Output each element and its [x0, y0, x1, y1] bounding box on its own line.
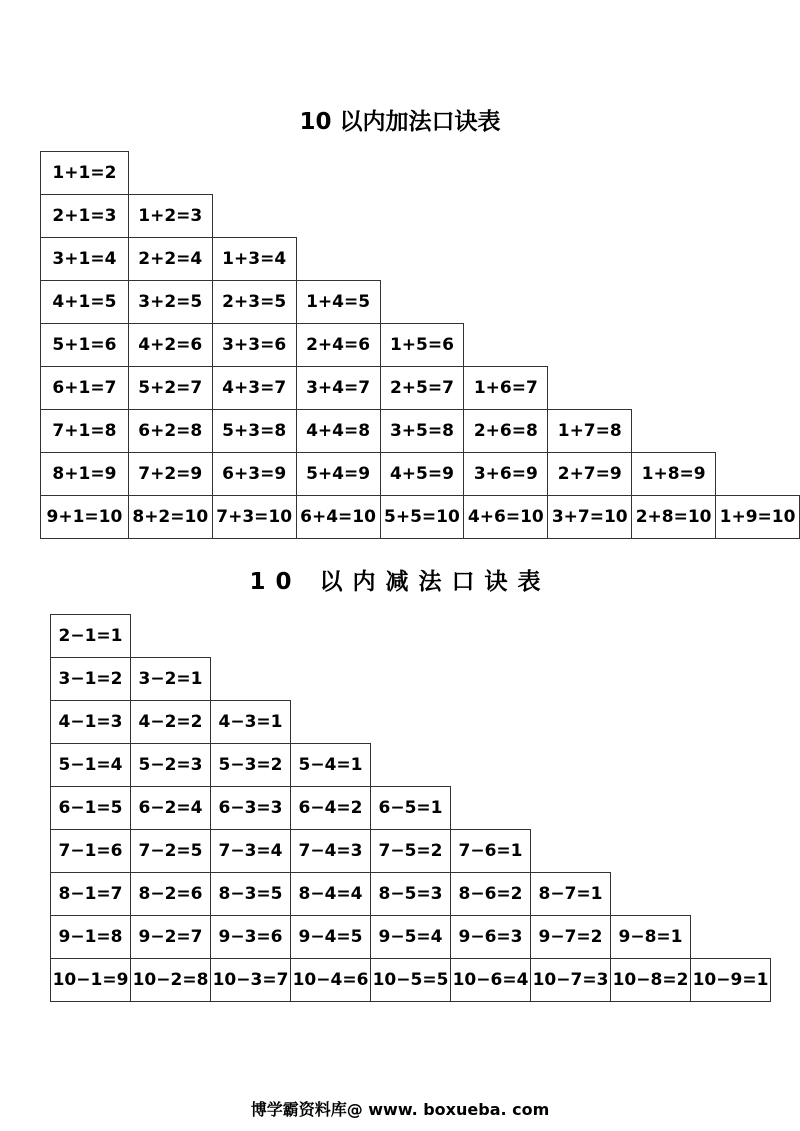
subtraction-row [51, 615, 771, 658]
addition-empty-cell [632, 195, 716, 238]
subtraction-cell: 8−3=5 [211, 873, 291, 916]
addition-empty-cell [212, 195, 296, 238]
subtraction-cell: 9−7=2 [531, 916, 611, 959]
subtraction-row [51, 701, 771, 744]
subtraction-cell: 2−1=1 [51, 615, 131, 658]
subtraction-row [51, 830, 771, 873]
subtraction-cell: 10−9=1 [691, 959, 771, 1002]
subtraction-cell: 5−1=4 [51, 744, 131, 787]
subtraction-cell: 7−2=5 [131, 830, 211, 873]
addition-cell: 2+4=6 [296, 324, 380, 367]
addition-row [41, 195, 800, 238]
subtraction-empty-cell [451, 658, 531, 701]
addition-empty-cell [464, 324, 548, 367]
subtraction-empty-cell [691, 701, 771, 744]
addition-empty-cell [632, 367, 716, 410]
subtraction-empty-cell [291, 701, 371, 744]
addition-cell: 3+1=4 [41, 238, 129, 281]
subtraction-row [51, 959, 771, 1002]
addition-cell: 8+2=10 [128, 496, 212, 539]
addition-cell: 4+2=6 [128, 324, 212, 367]
subtraction-empty-cell [611, 830, 691, 873]
addition-cell: 4+4=8 [296, 410, 380, 453]
addition-row [41, 410, 800, 453]
addition-empty-cell [548, 281, 632, 324]
subtraction-cell: 4−3=1 [211, 701, 291, 744]
subtraction-empty-cell [131, 615, 211, 658]
addition-empty-cell [296, 195, 380, 238]
subtraction-empty-cell [451, 615, 531, 658]
subtraction-cell: 10−1=9 [51, 959, 131, 1002]
addition-row [41, 238, 800, 281]
subtraction-cell: 8−1=7 [51, 873, 131, 916]
addition-empty-cell [716, 195, 800, 238]
addition-cell: 2+1=3 [41, 195, 129, 238]
subtraction-cell: 6−3=3 [211, 787, 291, 830]
addition-cell: 3+7=10 [548, 496, 632, 539]
addition-cell: 7+3=10 [212, 496, 296, 539]
subtraction-empty-cell [531, 830, 611, 873]
addition-cell: 2+3=5 [212, 281, 296, 324]
addition-row [41, 496, 800, 539]
subtraction-cell: 6−2=4 [131, 787, 211, 830]
subtraction-empty-cell [531, 615, 611, 658]
addition-cell: 9+1=10 [41, 496, 129, 539]
addition-cell: 1+6=7 [464, 367, 548, 410]
addition-cell: 3+6=9 [464, 453, 548, 496]
subtraction-empty-cell [611, 873, 691, 916]
addition-cell: 1+8=9 [632, 453, 716, 496]
subtraction-row [51, 787, 771, 830]
addition-cell: 4+3=7 [212, 367, 296, 410]
subtraction-empty-cell [691, 916, 771, 959]
subtraction-cell: 6−1=5 [51, 787, 131, 830]
addition-cell: 2+5=7 [380, 367, 464, 410]
subtraction-table-body [51, 615, 771, 1002]
addition-empty-cell [716, 152, 800, 195]
subtraction-empty-cell [451, 787, 531, 830]
subtraction-empty-cell [371, 658, 451, 701]
subtraction-cell: 8−2=6 [131, 873, 211, 916]
subtraction-cell: 5−3=2 [211, 744, 291, 787]
subtraction-cell: 3−2=1 [131, 658, 211, 701]
addition-cell: 4+6=10 [464, 496, 548, 539]
subtraction-cell: 7−4=3 [291, 830, 371, 873]
addition-table-body [41, 152, 800, 539]
subtraction-empty-cell [371, 701, 451, 744]
subtraction-row [51, 873, 771, 916]
addition-cell: 2+6=8 [464, 410, 548, 453]
addition-cell: 5+5=10 [380, 496, 464, 539]
subtraction-empty-cell [291, 615, 371, 658]
addition-empty-cell [296, 238, 380, 281]
addition-row [41, 453, 800, 496]
subtraction-cell: 10−5=5 [371, 959, 451, 1002]
addition-row [41, 367, 800, 410]
subtraction-table [50, 614, 771, 1002]
subtraction-empty-cell [691, 787, 771, 830]
subtraction-cell: 10−2=8 [131, 959, 211, 1002]
addition-cell: 1+4=5 [296, 281, 380, 324]
addition-cell: 6+1=7 [41, 367, 129, 410]
footer-watermark: 博学霸资料库@ www. boxueba. com [250, 1100, 550, 1119]
addition-cell: 1+3=4 [212, 238, 296, 281]
subtraction-empty-cell [211, 658, 291, 701]
addition-cell: 8+1=9 [41, 453, 129, 496]
addition-empty-cell [716, 281, 800, 324]
subtraction-cell: 8−6=2 [451, 873, 531, 916]
addition-empty-cell [380, 195, 464, 238]
addition-cell: 3+2=5 [128, 281, 212, 324]
addition-empty-cell [632, 152, 716, 195]
subtraction-cell: 7−6=1 [451, 830, 531, 873]
subtraction-empty-cell [691, 744, 771, 787]
addition-empty-cell [212, 152, 296, 195]
subtraction-cell: 6−4=2 [291, 787, 371, 830]
addition-empty-cell [380, 152, 464, 195]
subtraction-empty-cell [611, 744, 691, 787]
subtraction-cell: 4−1=3 [51, 701, 131, 744]
addition-empty-cell [548, 195, 632, 238]
addition-cell: 7+1=8 [41, 410, 129, 453]
addition-cell: 6+3=9 [212, 453, 296, 496]
subtraction-empty-cell [211, 615, 291, 658]
subtraction-empty-cell [371, 615, 451, 658]
subtraction-empty-cell [611, 615, 691, 658]
addition-cell: 2+7=9 [548, 453, 632, 496]
addition-empty-cell [548, 367, 632, 410]
addition-cell: 1+1=2 [41, 152, 129, 195]
addition-empty-cell [548, 238, 632, 281]
addition-cell: 7+2=9 [128, 453, 212, 496]
subtraction-cell: 5−2=3 [131, 744, 211, 787]
addition-cell: 6+2=8 [128, 410, 212, 453]
addition-cell: 5+4=9 [296, 453, 380, 496]
subtraction-row [51, 658, 771, 701]
subtraction-cell: 9−1=8 [51, 916, 131, 959]
addition-row [41, 152, 800, 195]
subtraction-cell: 9−6=3 [451, 916, 531, 959]
addition-empty-cell [380, 238, 464, 281]
subtraction-cell: 7−1=6 [51, 830, 131, 873]
addition-empty-cell [464, 281, 548, 324]
subtraction-cell: 8−5=3 [371, 873, 451, 916]
addition-table-title: 10 以内加法口诀表 [299, 109, 501, 135]
subtraction-empty-cell [611, 787, 691, 830]
addition-cell: 2+2=4 [128, 238, 212, 281]
subtraction-cell: 7−5=2 [371, 830, 451, 873]
subtraction-cell: 8−7=1 [531, 873, 611, 916]
addition-cell: 2+8=10 [632, 496, 716, 539]
subtraction-cell: 9−8=1 [611, 916, 691, 959]
subtraction-empty-cell [531, 744, 611, 787]
addition-cell: 6+4=10 [296, 496, 380, 539]
subtraction-empty-cell [691, 658, 771, 701]
addition-empty-cell [380, 281, 464, 324]
addition-cell: 5+3=8 [212, 410, 296, 453]
subtraction-empty-cell [371, 744, 451, 787]
subtraction-empty-cell [531, 787, 611, 830]
addition-empty-cell [716, 367, 800, 410]
addition-row [41, 324, 800, 367]
subtraction-empty-cell [691, 830, 771, 873]
addition-empty-cell [632, 410, 716, 453]
addition-empty-cell [548, 324, 632, 367]
subtraction-table-title: 10 以内减法口诀表 [249, 569, 551, 595]
addition-empty-cell [548, 152, 632, 195]
addition-empty-cell [632, 281, 716, 324]
addition-empty-cell [716, 410, 800, 453]
addition-empty-cell [716, 238, 800, 281]
subtraction-cell: 10−4=6 [291, 959, 371, 1002]
subtraction-empty-cell [451, 744, 531, 787]
addition-cell: 5+1=6 [41, 324, 129, 367]
subtraction-cell: 10−6=4 [451, 959, 531, 1002]
addition-empty-cell [716, 453, 800, 496]
subtraction-empty-cell [611, 701, 691, 744]
subtraction-cell: 6−5=1 [371, 787, 451, 830]
subtraction-row [51, 744, 771, 787]
addition-row [41, 281, 800, 324]
addition-cell: 1+5=6 [380, 324, 464, 367]
addition-empty-cell [296, 152, 380, 195]
addition-table [40, 151, 800, 539]
subtraction-cell: 9−4=5 [291, 916, 371, 959]
addition-cell: 4+1=5 [41, 281, 129, 324]
addition-empty-cell [128, 152, 212, 195]
addition-cell: 1+7=8 [548, 410, 632, 453]
addition-empty-cell [464, 238, 548, 281]
addition-cell: 3+5=8 [380, 410, 464, 453]
subtraction-empty-cell [531, 658, 611, 701]
subtraction-cell: 10−3=7 [211, 959, 291, 1002]
subtraction-cell: 10−8=2 [611, 959, 691, 1002]
subtraction-empty-cell [611, 658, 691, 701]
subtraction-row [51, 916, 771, 959]
subtraction-cell: 9−3=6 [211, 916, 291, 959]
subtraction-empty-cell [291, 658, 371, 701]
subtraction-cell: 9−2=7 [131, 916, 211, 959]
addition-cell: 1+2=3 [128, 195, 212, 238]
addition-cell: 3+3=6 [212, 324, 296, 367]
addition-empty-cell [464, 195, 548, 238]
addition-empty-cell [632, 324, 716, 367]
subtraction-cell: 9−5=4 [371, 916, 451, 959]
addition-empty-cell [716, 324, 800, 367]
subtraction-cell: 5−4=1 [291, 744, 371, 787]
subtraction-empty-cell [691, 615, 771, 658]
subtraction-cell: 3−1=2 [51, 658, 131, 701]
addition-cell: 1+9=10 [716, 496, 800, 539]
addition-empty-cell [464, 152, 548, 195]
addition-cell: 3+4=7 [296, 367, 380, 410]
subtraction-cell: 10−7=3 [531, 959, 611, 1002]
addition-cell: 5+2=7 [128, 367, 212, 410]
subtraction-empty-cell [451, 701, 531, 744]
subtraction-empty-cell [691, 873, 771, 916]
subtraction-empty-cell [531, 701, 611, 744]
subtraction-cell: 8−4=4 [291, 873, 371, 916]
addition-cell: 4+5=9 [380, 453, 464, 496]
addition-empty-cell [632, 238, 716, 281]
subtraction-cell: 4−2=2 [131, 701, 211, 744]
subtraction-cell: 7−3=4 [211, 830, 291, 873]
